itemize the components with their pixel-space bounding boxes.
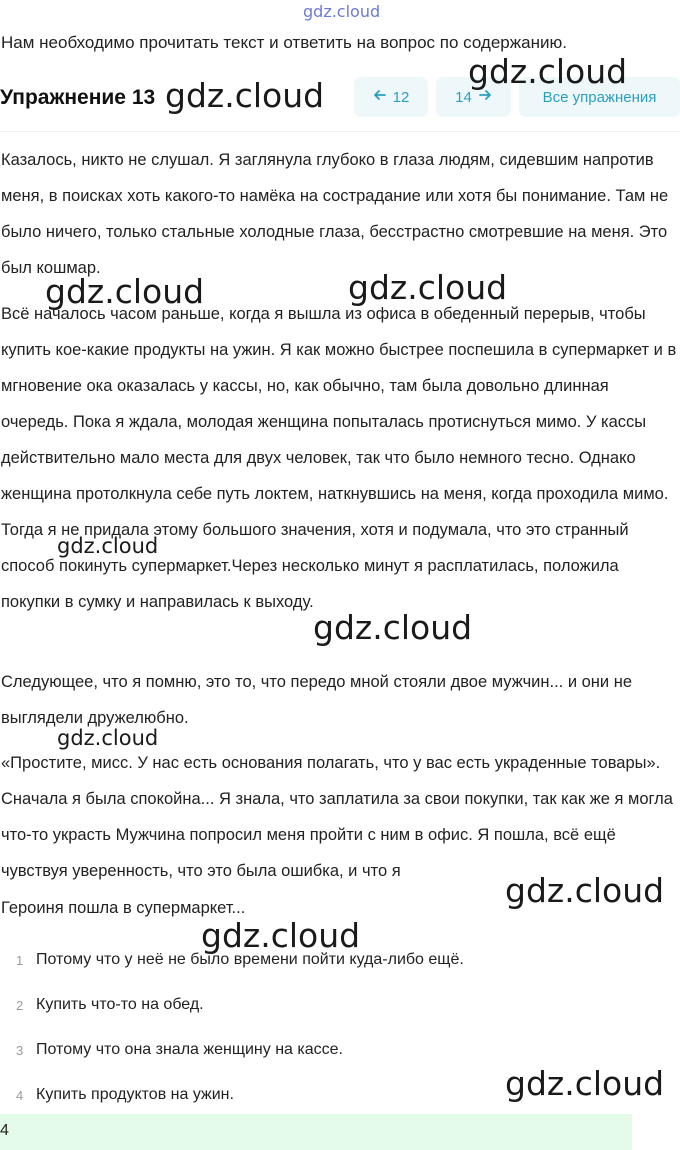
option-number: 4 xyxy=(16,1088,24,1103)
option-number: 3 xyxy=(16,1043,24,1058)
paragraph: Следующее, что я помню, это то, что передо мной стояли двое мужчин... и они не выглядели дружелюбно. xyxy=(1,673,633,727)
watermark: gdz.cloud xyxy=(313,608,473,647)
option-number: 1 xyxy=(16,953,24,968)
answer-result xyxy=(0,1114,632,1150)
option-text: Потому что она знала женщину на кассе. xyxy=(36,1041,343,1058)
header-divider xyxy=(0,131,680,132)
option-number: 2 xyxy=(16,998,24,1013)
watermark: gdz.cloud xyxy=(505,871,665,910)
watermark-top: gdz.cloud xyxy=(303,2,381,21)
option-text: Купить что-то на обед. xyxy=(36,996,204,1013)
paragraph: Казалось, никто не слушал. Я заглянула глубоко в глаза людям, сидевшим напротив меня, в поисках хоть какого-то намёка на сострадание или хотя бы понимание. Там не было ничего, только стальные холодные глаза, бесстрастно смотревшие на меня. Это был кошмар. xyxy=(1,151,669,277)
answer-value: 4 xyxy=(0,1122,9,1139)
next-exercise-label: 14 xyxy=(455,88,472,106)
watermark: gdz.cloud xyxy=(57,726,159,750)
arrow-left-icon xyxy=(373,88,387,106)
intro-text: Нам необходимо прочитать текст и ответить на вопрос по содержанию. xyxy=(1,33,567,52)
watermark: gdz.cloud xyxy=(201,916,361,955)
option-text: Купить продуктов на ужин. xyxy=(36,1086,234,1103)
watermark: gdz.cloud xyxy=(505,1064,665,1103)
watermark: gdz.cloud xyxy=(45,272,205,311)
paragraph: «Простите, мисс. У нас есть основания полагать, что у вас есть украденные товары». Сначала я была спокойна... Я знала, что заплатила за свои покупки, так как же я могла что-то украсть Мужчина попросил меня пройти с ним в офис. Я пошла, всё ещё чувствуя уверенность, что это была ошибка, и что я xyxy=(1,754,673,880)
option-text: Потому что у неё не было времени пойти куда-либо ещё. xyxy=(36,951,464,968)
watermark: gdz.cloud xyxy=(165,76,325,115)
watermark: gdz.cloud xyxy=(348,268,508,307)
prev-exercise-button[interactable] xyxy=(354,77,428,117)
all-exercises-label: Все упражнения xyxy=(542,88,657,106)
prev-exercise-label: 12 xyxy=(392,88,410,106)
paragraph: Всё началось часом раньше, когда я вышла из офиса в обеденный перерыв, чтобы купить кое-какие продукты на ужин. Я как можно быстрее поспешила в супермаркет и в мгновение ока оказалась у кассы, но, как обычно, там была довольно длинная очередь. Пока я ждала, молодая женщина попыталась протиснуться мимо. У кассы действительно мало места для двух человек, так что было немного тесно. Однако женщина протолкнула себе путь локтем, наткнувшись на меня, когда проходила мимо. Тогда я не придала этому большого значения, хотя и подумала, что это странный способ покинуть супермаркет.Через несколько минут я расплатилась, положила покупки в сумку и направилась к выходу. xyxy=(1,305,677,611)
page-title: Упражнение 13 xyxy=(0,86,156,109)
question-text: Героиня пошла в супермаркет... xyxy=(1,899,246,917)
answer-option[interactable] xyxy=(0,990,680,1026)
watermark: gdz.cloud xyxy=(468,52,628,91)
watermark: gdz.cloud xyxy=(57,534,159,558)
